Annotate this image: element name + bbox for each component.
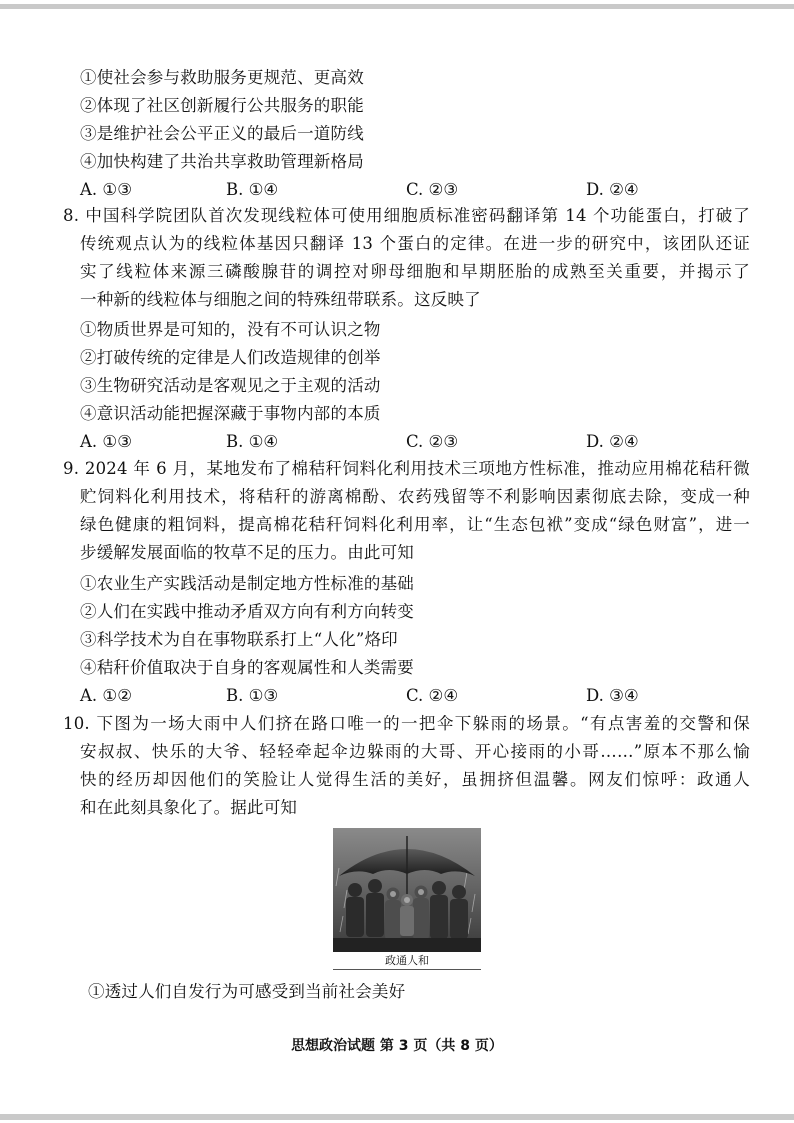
q7-item-4: ④加快构建了共治共享救助管理新格局: [80, 152, 364, 171]
page-top-border: [0, 4, 794, 9]
q8-option-d: D. ②④: [586, 432, 639, 451]
q9-option-b: B. ①③: [226, 686, 279, 705]
q8-stem-line-3: 实了线粒体来源三磷酸腺苷的调控对卵母细胞和早期胚胎的成熟至关重要，并揭示了: [80, 262, 750, 281]
q7-option-c: C. ②③: [406, 180, 459, 199]
page-footer: 思想政治试题 第 3 页（共 8 页）: [291, 1038, 503, 1054]
q9-stem-line-1: 9. 2024 年 6 月，某地发布了棉秸秆饲料化利用技术三项地方性标准，推动应用棉花秸秆微: [63, 459, 750, 478]
q9-option-d: D. ③④: [586, 686, 639, 705]
q9-stem-line-2: 贮饲料化利用技术，将秸秆的游离棉酚、农药残留等不利影响因素彻底去除，变成一种: [80, 487, 750, 506]
q9-options: [80, 686, 680, 706]
q9-item-1: ①农业生产实践活动是制定地方性标准的基础: [80, 574, 414, 593]
q8-options: [80, 432, 680, 452]
q10-figure: [333, 828, 481, 970]
q8-item-1: ①物质世界是可知的，没有不可认识之物: [80, 320, 381, 339]
q10-stem-line-3: 快的经历却因他们的笑脸让人觉得生活的美好，虽拥挤但温馨。网友们惊呼：政通人: [80, 770, 750, 789]
q10-stem-line-1: 10. 下图为一场大雨中人们挤在路口唯一的一把伞下躲雨的场景。“有点害羞的交警和保: [63, 714, 750, 733]
caption-underline: [333, 969, 481, 970]
q7-item-2: ②体现了社区创新履行公共服务的职能: [80, 96, 364, 115]
q7-option-a: A. ①③: [80, 180, 132, 199]
q7-option-b: B. ①④: [226, 180, 279, 199]
q7-item-3: ③是维护社会公平正义的最后一道防线: [80, 124, 364, 143]
q8-option-b: B. ①④: [226, 432, 279, 451]
q10-stem-line-4: 和在此刻具象化了。据此可知: [80, 798, 298, 817]
q8-option-a: A. ①③: [80, 432, 132, 451]
q8-item-2: ②打破传统的定律是人们改造规律的创举: [80, 348, 381, 367]
q9-item-2: ②人们在实践中推动矛盾双方向有利方向转变: [80, 602, 414, 621]
q9-stem-line-3: 绿色健康的粗饲料，提高棉花秸秆饲料化利用率，让“生态包袱”变成“绿色财富”，进一: [80, 515, 750, 534]
q9-option-a: A. ①②: [80, 686, 132, 705]
figure-caption: 政通人和: [385, 954, 429, 967]
umbrella-crowd-photo: [333, 828, 481, 952]
q7-option-d: D. ②④: [586, 180, 639, 199]
q8-option-c: C. ②③: [406, 432, 459, 451]
q8-item-3: ③生物研究活动是客观见之于主观的活动: [80, 376, 381, 395]
q8-stem-line-1: 8. 中国科学院团队首次发现线粒体可使用细胞质标准密码翻译第 14 个功能蛋白，打破了: [63, 206, 750, 225]
q7-options: [80, 180, 680, 200]
q8-stem-line-4: 一种新的线粒体与细胞之间的特殊纽带联系。这反映了: [80, 290, 481, 309]
q10-item-1: ①透过人们自发行为可感受到当前社会美好: [88, 982, 406, 1001]
q9-stem-line-4: 步缓解发展面临的牧草不足的压力。由此可知: [80, 543, 414, 562]
q9-item-4: ④秸秆价值取决于自身的客观属性和人类需要: [80, 658, 414, 677]
q8-item-4: ④意识活动能把握深藏于事物内部的本质: [80, 404, 381, 423]
q9-option-c: C. ②④: [406, 686, 459, 705]
q7-item-1: ①使社会参与救助服务更规范、更高效: [80, 68, 364, 87]
q10-stem-line-2: 安叔叔、快乐的大爷、轻轻牵起伞边躲雨的大哥、开心接雨的小哥……”原本不那么愉: [80, 742, 750, 761]
q8-stem-line-2: 传统观点认为的线粒体基因只翻译 13 个蛋白的定律。在进一步的研究中，该团队还证: [80, 234, 750, 253]
q9-item-3: ③科学技术为自在事物联系打上“人化”烙印: [80, 630, 398, 649]
page-bottom-border: [0, 1114, 794, 1120]
